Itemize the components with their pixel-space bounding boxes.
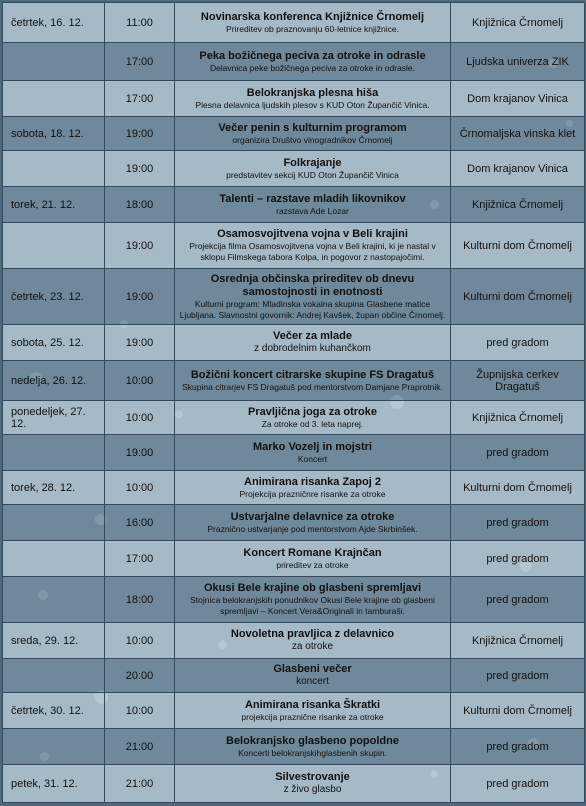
event-description: Prireditev ob praznovanju 60-letnice knjižnice.	[226, 23, 399, 34]
event-date	[3, 729, 105, 765]
event-title: Folkrajanje	[283, 156, 342, 169]
event-info	[175, 693, 451, 729]
event-date: sreda, 29. 12.	[3, 623, 105, 659]
event-time: 11:00	[105, 3, 175, 43]
event-description: Kulturni program: Mladinska vokalna skupina Glasbene matice Ljubljana. Slavnostni govornik: Andrej Kavšek, župan občine Črnomelj.	[179, 298, 446, 320]
event-time: 10:00	[105, 623, 175, 659]
event-title: Pravljična joga za otroke	[248, 405, 377, 418]
event-date: ponedeljek, 27. 12.	[3, 401, 105, 435]
event-title: Novinarska konferenca Knjižnice Črnomelj	[200, 10, 425, 23]
event-location: pred gradom	[451, 435, 585, 471]
event-info	[175, 361, 451, 401]
event-description: Projekcija prazničnre risanke za otroke	[239, 488, 386, 499]
event-date: torek, 28. 12.	[3, 471, 105, 505]
event-time: 17:00	[105, 81, 175, 117]
event-time: 16:00	[105, 505, 175, 541]
event-time: 19:00	[105, 269, 175, 325]
event-time: 18:00	[105, 187, 175, 223]
event-location: pred gradom	[451, 541, 585, 577]
event-info	[175, 729, 451, 765]
event-info	[175, 223, 451, 269]
table-row	[3, 269, 585, 325]
event-title: Osrednja občinska prireditev ob dnevu samostojnosti in enotnosti	[210, 272, 415, 298]
table-row	[3, 471, 585, 505]
event-date	[3, 81, 105, 117]
table-row	[3, 505, 585, 541]
event-description: prireditev za otroke	[276, 559, 349, 570]
event-info	[175, 471, 451, 505]
event-date	[3, 223, 105, 269]
event-time: 19:00	[105, 223, 175, 269]
event-info	[175, 505, 451, 541]
event-title: Belokranjska plesna hiša	[246, 86, 379, 99]
table-row	[3, 151, 585, 187]
event-title: Silvestrovanje	[275, 771, 350, 783]
event-location: Dom krajanov Vinica	[451, 81, 585, 117]
event-title: Animirana risanka Zapoj 2	[244, 475, 381, 488]
table-row	[3, 43, 585, 81]
event-location: Kulturni dom Črnomelj	[451, 269, 585, 325]
event-description: projekcija praznične risanke za otroke	[241, 711, 384, 722]
event-date: sobota, 18. 12.	[3, 117, 105, 151]
event-date	[3, 577, 105, 623]
event-info	[175, 623, 451, 659]
table-row	[3, 117, 585, 151]
event-time: 20:00	[105, 659, 175, 693]
event-location: Knjižnica Črnomelj	[451, 401, 585, 435]
event-title: Novoletna pravljica z delavnico	[230, 628, 395, 640]
event-location: Ljudska univerza ZIK	[451, 43, 585, 81]
event-title: Božični koncert citrarske skupine FS Dragatuš	[190, 368, 435, 381]
event-info	[175, 269, 451, 325]
event-description: organizira Društvo vinogradnikov Črnomelj	[232, 134, 393, 145]
table-row	[3, 729, 585, 765]
event-title: Večer penin s kulturnim programom	[218, 121, 407, 134]
table-row	[3, 325, 585, 361]
event-location: Kulturni dom Črnomelj	[451, 223, 585, 269]
event-date: četrtek, 23. 12.	[3, 269, 105, 325]
event-date: torek, 21. 12.	[3, 187, 105, 223]
event-description: Delavnica peke božičnega peciva za otroke in odrasle.	[209, 62, 416, 73]
event-info	[175, 577, 451, 623]
event-time: 17:00	[105, 541, 175, 577]
event-info	[175, 325, 451, 361]
event-info	[175, 659, 451, 693]
event-time: 19:00	[105, 117, 175, 151]
event-title: Večer za mlade	[273, 330, 352, 342]
event-date: sobota, 25. 12.	[3, 325, 105, 361]
event-description: koncert	[296, 676, 329, 687]
event-location: Kulturni dom Črnomelj	[451, 693, 585, 729]
event-description: Skupina citrarjev FS Dragatuš pod mentorstvom Damjane Praprotnik.	[182, 381, 443, 392]
event-description: Praznično ustvarjanje pod mentorstvom Ajde Skrbinšek.	[207, 523, 418, 534]
event-location: pred gradom	[451, 659, 585, 693]
event-info	[175, 187, 451, 223]
event-description: Koncert	[297, 453, 328, 464]
event-description: za otroke	[291, 641, 334, 652]
table-row	[3, 623, 585, 659]
event-description: Koncerti belokranjskihglasbenih skupin.	[238, 747, 387, 758]
event-title: Talenti – razstave mladih likovnikov	[219, 192, 406, 205]
event-description: predstavitev sekcij KUD Oton Župančič Vinica	[226, 169, 399, 180]
event-title: Marko Vozelj in mojstri	[253, 440, 372, 453]
event-info	[175, 151, 451, 187]
event-time: 19:00	[105, 435, 175, 471]
event-location: Knjižnica Črnomelj	[451, 623, 585, 659]
table-row	[3, 223, 585, 269]
event-location: Župnijska cerkev Dragatuš	[451, 361, 585, 401]
table-row	[3, 765, 585, 803]
event-time: 18:00	[105, 577, 175, 623]
event-location: Črnomaljska vinska klet	[451, 117, 585, 151]
event-time: 19:00	[105, 325, 175, 361]
event-title: Animirana risanka Škratki	[244, 698, 381, 711]
event-info	[175, 117, 451, 151]
table-row	[3, 3, 585, 43]
event-description: z dobrodelnim kuhančkom	[254, 343, 371, 354]
event-date: nedelja, 26. 12.	[3, 361, 105, 401]
event-time: 10:00	[105, 471, 175, 505]
event-location: pred gradom	[451, 577, 585, 623]
table-row	[3, 577, 585, 623]
event-location: Knjižnica Črnomelj	[451, 3, 585, 43]
event-description: Projekcija filma Osamosvojitvena vojna v Beli krajini, ki je nastal v sklopu Filmskega tabora Kolpa, in pogovor z nastopajočimi.	[189, 241, 436, 262]
table-row	[3, 401, 585, 435]
event-info	[175, 43, 451, 81]
event-location: pred gradom	[451, 765, 585, 803]
table-row	[3, 435, 585, 471]
event-info	[175, 765, 451, 803]
event-location: Knjižnica Črnomelj	[451, 187, 585, 223]
event-date	[3, 541, 105, 577]
event-title: Glasbeni večer	[273, 663, 352, 675]
event-info	[175, 401, 451, 435]
event-time: 17:00	[105, 43, 175, 81]
event-schedule-table	[2, 2, 585, 803]
event-title: Okusi Bele krajine ob glasbeni spremljavi	[203, 582, 422, 594]
event-time: 19:00	[105, 151, 175, 187]
event-title: Koncert Romane Krajnčan	[243, 546, 382, 559]
event-description: Za otroke od 3. leta naprej.	[261, 418, 364, 429]
event-title: Ustvarjalne delavnice za otroke	[230, 510, 395, 523]
table-row	[3, 187, 585, 223]
event-time: 10:00	[105, 361, 175, 401]
event-date	[3, 659, 105, 693]
table-row	[3, 361, 585, 401]
event-time: 21:00	[105, 765, 175, 803]
event-location: pred gradom	[451, 325, 585, 361]
event-date	[3, 151, 105, 187]
event-description: Plesna delavnica ljudskih plesov s KUD Oton Župančič Vinica.	[195, 99, 430, 110]
event-date: četrtek, 30. 12.	[3, 693, 105, 729]
event-info	[175, 3, 451, 43]
event-time: 10:00	[105, 693, 175, 729]
event-description: razstava Ade Lozar	[276, 205, 349, 216]
event-time: 10:00	[105, 401, 175, 435]
event-description: z živo glasbo	[283, 784, 342, 795]
event-date: petek, 31. 12.	[3, 765, 105, 803]
event-info	[175, 541, 451, 577]
event-date: četrtek, 16. 12.	[3, 3, 105, 43]
event-location: pred gradom	[451, 505, 585, 541]
event-time: 21:00	[105, 729, 175, 765]
event-date	[3, 435, 105, 471]
table-row	[3, 693, 585, 729]
event-info	[175, 81, 451, 117]
event-location: Dom krajanov Vinica	[451, 151, 585, 187]
event-location: Kulturni dom Črnomelj	[451, 471, 585, 505]
event-title: Osamosvojitvena vojna v Beli krajini	[217, 228, 408, 240]
event-description: Stojnica belokranjskih ponudnikov Okusi Bele krajine ob glasbeni spremljavi – Koncert Vera&Originali in tamburaši.	[190, 595, 435, 616]
event-location: pred gradom	[451, 729, 585, 765]
event-title: Belokranjsko glasbeno popoldne	[226, 734, 399, 747]
event-info	[175, 435, 451, 471]
table-row	[3, 81, 585, 117]
table-row	[3, 541, 585, 577]
event-date	[3, 505, 105, 541]
event-date	[3, 43, 105, 81]
event-title: Peka božičnega peciva za otroke in odrasle	[199, 49, 426, 62]
table-row	[3, 659, 585, 693]
